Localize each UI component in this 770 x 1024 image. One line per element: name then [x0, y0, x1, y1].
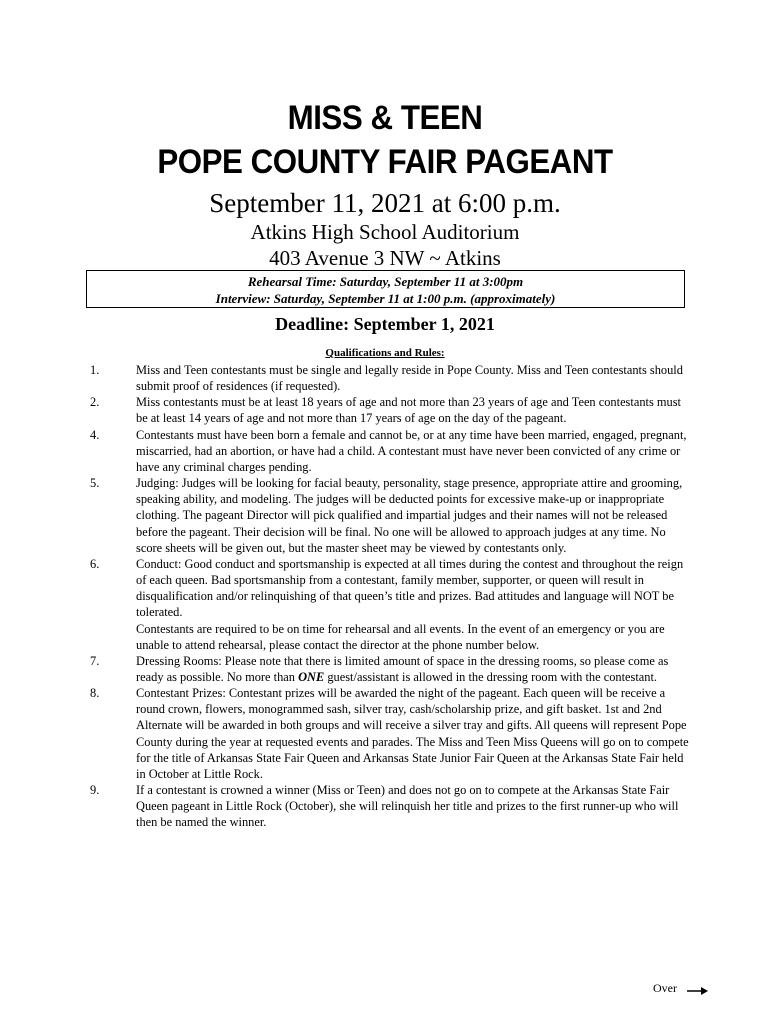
item-text: Judging: Judges will be looking for facial beauty, personality, stage presence, appropriate attire and grooming, speaking ability, and modeling. The judges will be deducted points for excessive make-up or inappropriate clothing. The pageant Director will pick qualified and impartial judges and their names will not be released before the pageant. Their decision will be final. No one will be allowed to approach judges at any time. No score sheets will be given out, but the master sheet may be viewed by contestants only. — [136, 476, 683, 555]
rules-heading: Qualifications and Rules: — [325, 347, 445, 359]
list-item — [0, 427, 770, 475]
title-line-2: POPE COUNTY FAIR PAGEANT — [157, 143, 613, 181]
right-arrow-icon — [687, 986, 709, 996]
item-number: 4. — [90, 427, 100, 442]
event-address: 403 Avenue 3 NW ~ Atkins — [269, 246, 501, 270]
item-text: Miss and Teen contestants must be single and legally reside in Pope County. Miss and Teen contestants should submit proof of residences (if requested). — [136, 363, 683, 394]
list-item — [0, 475, 770, 556]
item-text: Conduct: Good conduct and sportsmanship is expected at all times during the contest and throughout the reign of each queen. Bad sportsmanship from a contestant, family member, supporter, or queen will result in disqualification and/or relinquishing of that queen’s title and prizes. Bad attitudes and language will NOT be tolerated. — [136, 556, 684, 620]
rules-list — [0, 362, 770, 831]
rehearsal-time: Rehearsal Time: Saturday, September 11 at 3:00pm — [247, 274, 524, 289]
item-text: Miss contestants must be at least 18 years of age and not more than 23 years of age and Teen contestants must be at least 14 years of age and not more than 17 years of age on the day of the pageant. — [136, 395, 681, 426]
event-venue: Atkins High School Auditorium — [250, 220, 520, 244]
list-item — [0, 362, 770, 394]
item-number: 5. — [90, 476, 100, 491]
item-text: If a contestant is crowned a winner (Miss or Teen) and does not go on to compete at the Arkansas State Fair Queen pageant in Little Rock (October), she will relinquish her title and prizes to the first runner-up who will then be named the winner. — [136, 783, 679, 830]
item-text — [136, 653, 692, 685]
over-label: Over — [653, 981, 677, 995]
item-text: Contestant Prizes: Contestant prizes will be awarded the night of the pageant. Each queen will be receive a round crown, flowers, monogrammed sash, silver tray, cash/scholarship prize, and gift basket. 1st and 2nd Alternate will be awarded in both groups and will receive a silver tray and gifts. All queens will represent Pope County during the year at requested events and parades. The Miss and Teen Miss Queens will go on to compete for the title of Arkansas State Fair Queen and Arkansas State Junior Fair Queen at the Arkansas State Fair held in October at Little Rock. — [136, 686, 689, 781]
list-item — [0, 556, 770, 653]
list-item — [0, 685, 770, 782]
schedule-box — [86, 270, 685, 308]
item-number: 8. — [90, 686, 100, 701]
list-item — [0, 394, 770, 426]
item-number: 2. — [90, 395, 100, 410]
title-line-1: MISS & TEEN — [287, 99, 483, 137]
item-text-continued: Contestants are required to be on time for rehearsal and all events. In the event of an emergency or you are unable to attend rehearsal, please contact the director at the phone number below. — [136, 621, 665, 652]
item-text-part: guest/assistant is allowed in the dressing room with the contestant. — [324, 669, 658, 684]
list-item — [0, 782, 770, 830]
item-number: 9. — [90, 783, 100, 798]
item-text: Contestants must have been born a female and cannot be, or at any time have been married, engaged, pregnant, miscarried, had an abortion, or have had a child. A contestant must have never been convicted of any crime or have any criminal charges pending. — [136, 427, 687, 474]
item-number: 7. — [90, 653, 100, 668]
event-date: September 11, 2021 at 6:00 p.m. — [209, 188, 561, 218]
list-item — [0, 653, 770, 685]
item-text-part: Dressing Rooms: Please note that there is limited amount of space in the dressing rooms, so please come as ready as possible. No more than — [136, 653, 669, 684]
item-number: 1. — [90, 363, 100, 377]
item-number: 6. — [90, 556, 100, 571]
interview-time: Interview: Saturday, September 11 at 1:00 p.m. (approximately) — [215, 291, 556, 306]
deadline: Deadline: September 1, 2021 — [275, 314, 495, 334]
emphasis-text: ONE — [298, 669, 325, 684]
